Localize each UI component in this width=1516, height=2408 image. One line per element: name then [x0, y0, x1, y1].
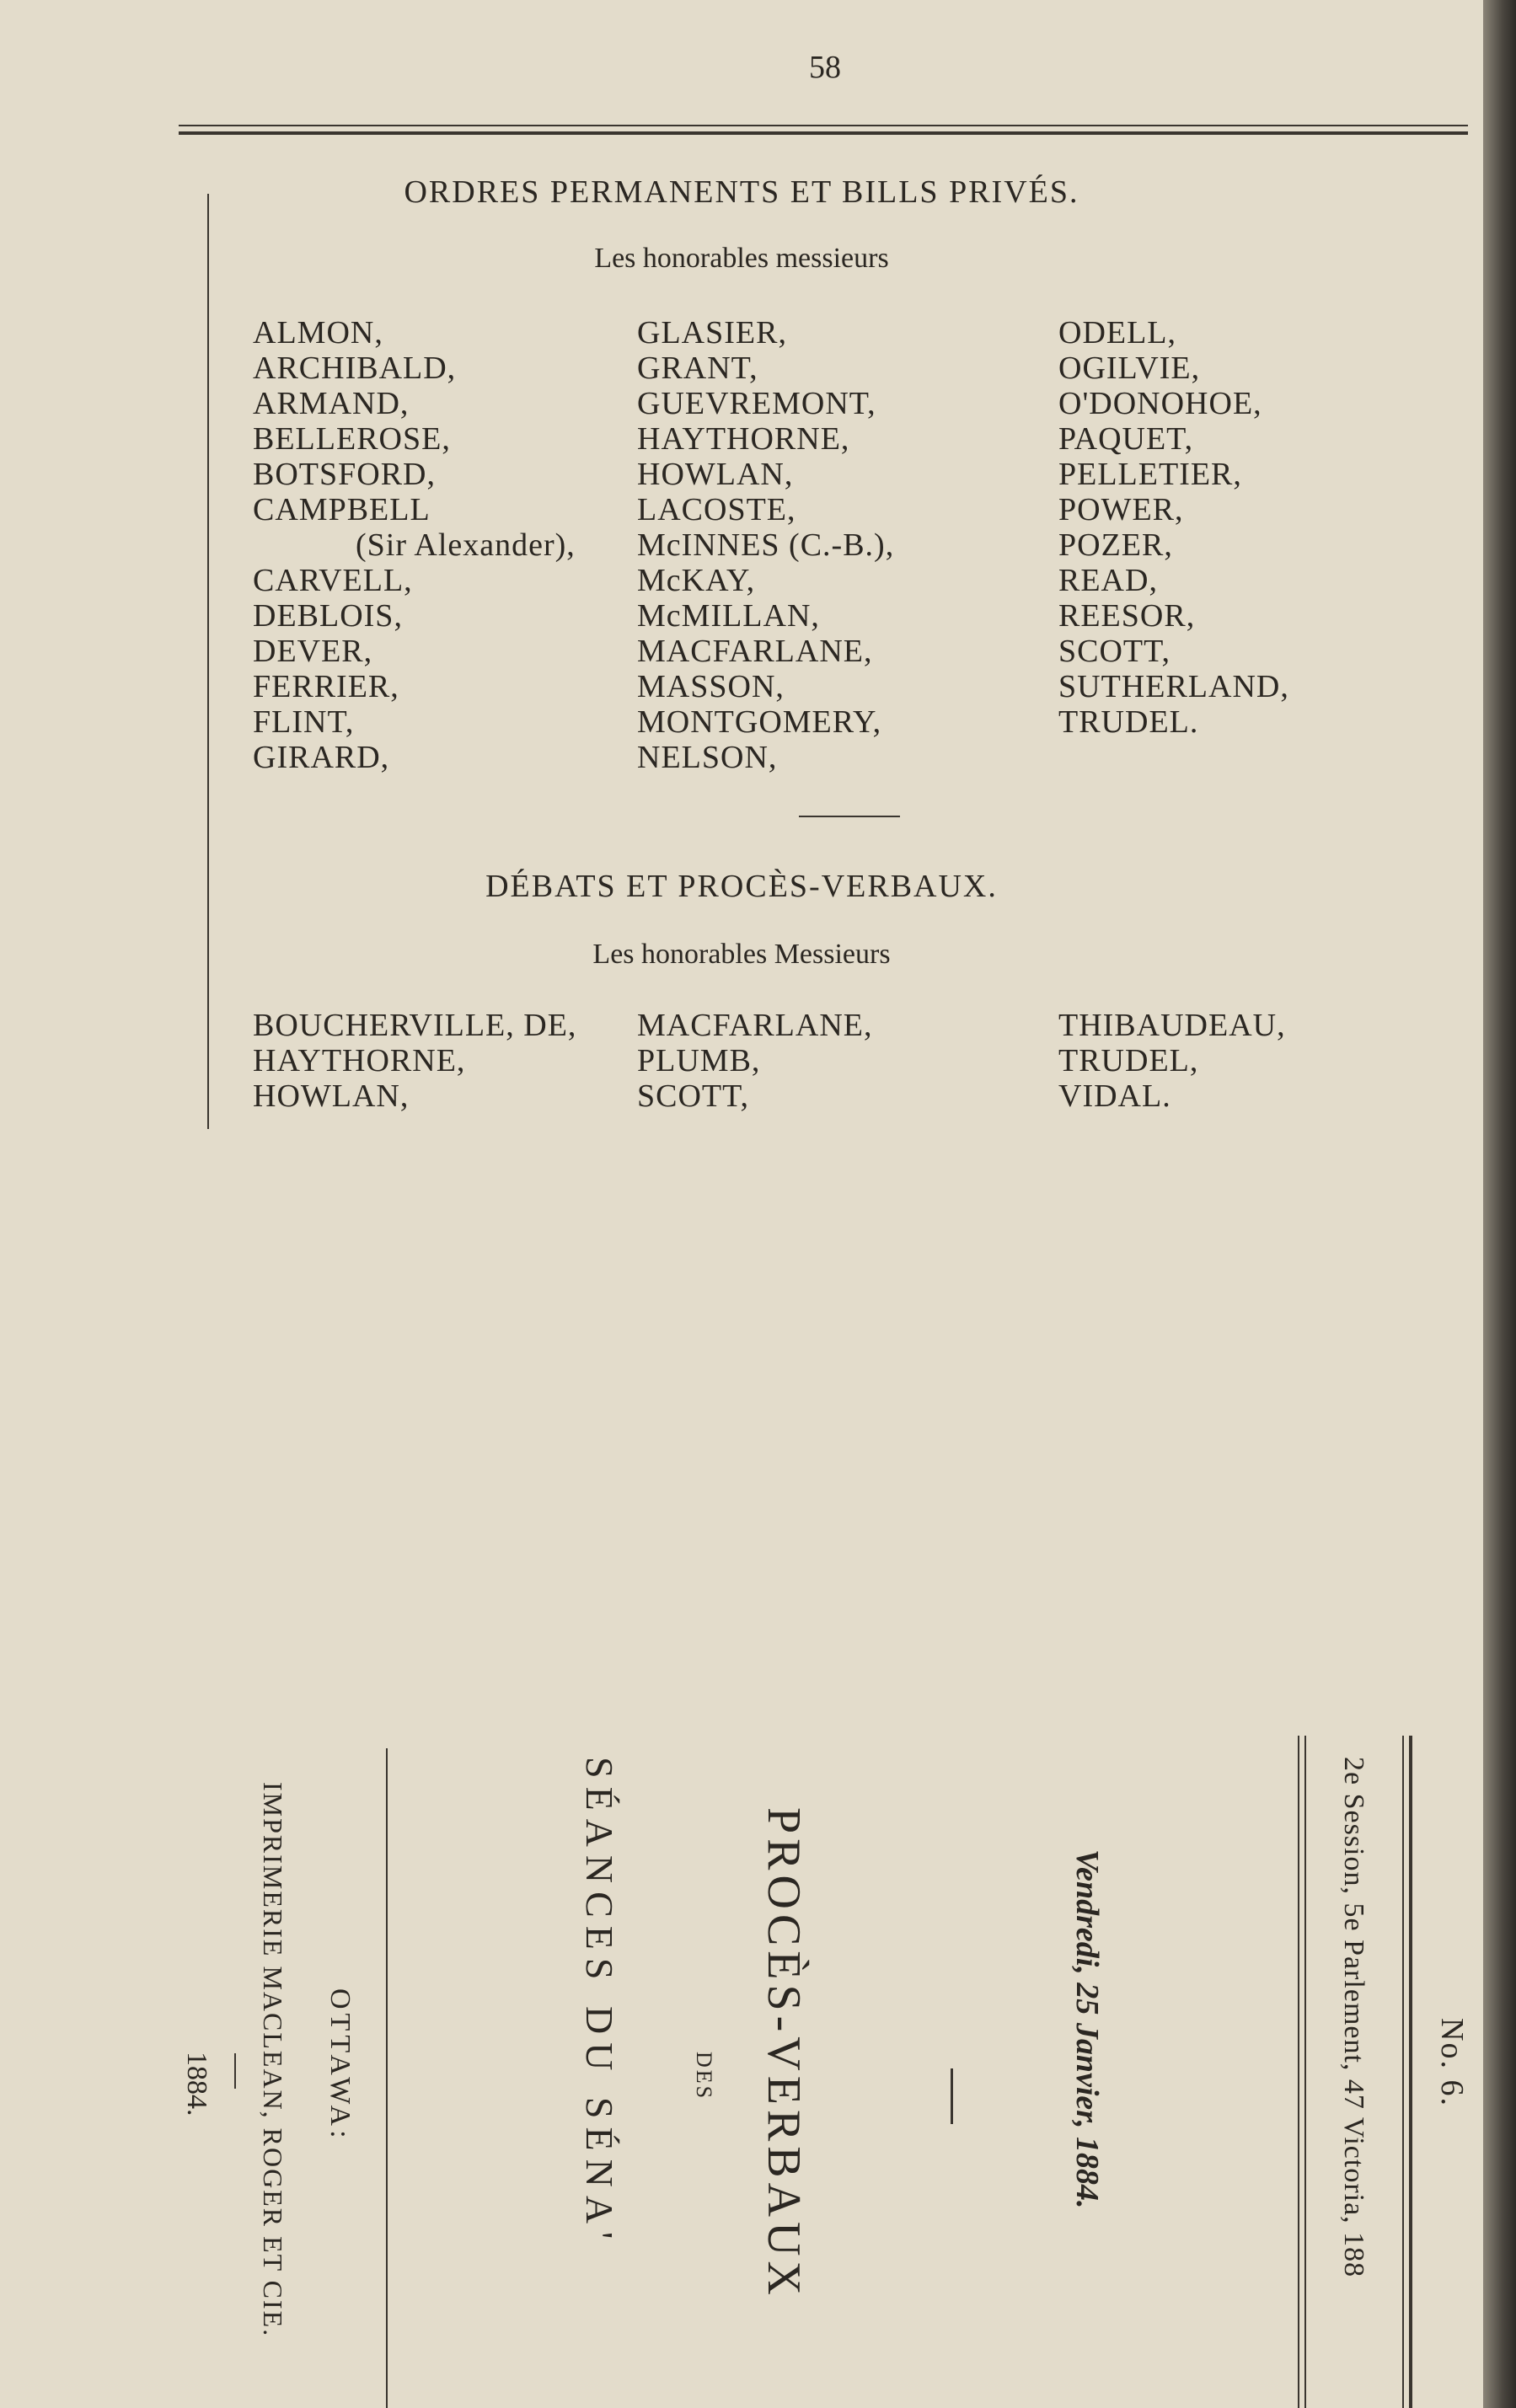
member-name: DEBLOIS, [253, 598, 403, 634]
section-subtitle-ordres: Les honorables messieurs [594, 243, 889, 274]
member-name: ODELL, [1058, 315, 1177, 350]
cover-date: Vendredi, 25 Janvier, 1884. [1069, 1849, 1105, 2209]
cover-year: 1884. [181, 2052, 212, 2116]
member-name: READ, [1058, 563, 1158, 598]
member-name: DEVER, [253, 634, 373, 669]
section-title-ordres: ORDRES PERMANENTS ET BILLS PRIVÉS. [404, 174, 1079, 210]
member-column-1 [253, 1008, 576, 1114]
member-name: ARCHIBALD, [253, 350, 457, 386]
section-title-debats: DÉBATS ET PROCÈS-VERBAUX. [485, 869, 998, 904]
page-number: 58 [809, 50, 841, 85]
cover-dash [951, 2068, 953, 2124]
member-name: HAYTHORNE, [253, 1043, 466, 1078]
cover-rule-thick [1409, 1736, 1412, 2408]
member-name: HOWLAN, [253, 1078, 410, 1114]
cover-printer: IMPRIMERIE MACLEAN, ROGER ET CIE. [258, 1782, 288, 2338]
member-name: HOWLAN, [637, 457, 794, 492]
cover-place: OTTAWA: [324, 1988, 356, 2143]
member-name: CARVELL, [253, 563, 413, 598]
member-name: MONTGOMERY, [637, 704, 882, 740]
member-name: O'DONOHOE, [1058, 386, 1262, 421]
member-name: MASSON, [637, 669, 785, 704]
member-name: SUTHERLAND, [1058, 669, 1289, 704]
cover-rule [1298, 1736, 1299, 2408]
member-name: POWER, [1058, 492, 1184, 527]
cover-rule [1402, 1736, 1404, 2408]
cover-dash [234, 2053, 236, 2089]
cover-rule [1304, 1736, 1306, 2408]
member-name: McINNES (C.-B.), [637, 527, 895, 563]
cover-issue-number: No. 6. [1434, 2018, 1470, 2107]
header-rule-thick [179, 131, 1468, 135]
member-name: TRUDEL. [1058, 704, 1199, 740]
cover-des: DES [692, 2052, 716, 2101]
member-name: BELLEROSE, [253, 421, 451, 457]
member-name: GLASIER, [637, 315, 787, 350]
section-subtitle-debats: Les honorables Messieurs [592, 939, 891, 970]
member-name: BOUCHERVILLE, DE, [253, 1008, 577, 1043]
left-margin-rule [207, 194, 209, 1129]
member-name: PELLETIER, [1058, 457, 1242, 492]
section-divider [799, 816, 900, 817]
member-name: ALMON, [253, 315, 383, 350]
member-name: THIBAUDEAU, [1058, 1008, 1286, 1043]
member-name: LACOSTE, [637, 492, 796, 527]
member-name: McKAY, [637, 563, 756, 598]
member-name: VIDAL. [1058, 1078, 1171, 1114]
member-name: FLINT, [253, 704, 355, 740]
member-name: McMILLAN, [637, 598, 820, 634]
member-name: POZER, [1058, 527, 1173, 563]
member-name-qualifier: (Sir Alexander), [356, 527, 576, 563]
cover-seances: SÉANCES DU SÉNA' [578, 1757, 621, 2248]
cover-session: 2e Session, 5e Parlement, 47 Victoria, 188 [1338, 1757, 1369, 2278]
page-binding-edge [1483, 0, 1516, 2408]
member-name: PAQUET, [1058, 421, 1194, 457]
member-name: PLUMB, [637, 1043, 761, 1078]
member-name: GRANT, [637, 350, 758, 386]
cover-rule [386, 1748, 388, 2408]
member-name: SCOTT, [1058, 634, 1171, 669]
member-column-3 [1058, 315, 1289, 740]
member-name: FERRIER, [253, 669, 399, 704]
member-name: ARMAND, [253, 386, 410, 421]
member-name: TRUDEL, [1058, 1043, 1199, 1078]
member-column-1 [253, 315, 576, 775]
member-column-3 [1058, 1008, 1286, 1114]
member-name: CAMPBELL [253, 492, 431, 527]
member-name: MACFARLANE, [637, 634, 873, 669]
member-column-2 [637, 1008, 873, 1114]
member-name: BOTSFORD, [253, 457, 436, 492]
member-name: HAYTHORNE, [637, 421, 850, 457]
member-name: MACFARLANE, [637, 1008, 873, 1043]
member-name: GUEVREMONT, [637, 386, 876, 421]
member-name: GIRARD, [253, 740, 390, 775]
header-rule [179, 125, 1468, 126]
member-name: REESOR, [1058, 598, 1196, 634]
member-name: OGILVIE, [1058, 350, 1201, 386]
member-name: SCOTT, [637, 1078, 750, 1114]
cover-title: PROCÈS-VERBAUX [758, 1807, 810, 2300]
member-name: NELSON, [637, 740, 778, 775]
member-column-2 [637, 315, 894, 775]
